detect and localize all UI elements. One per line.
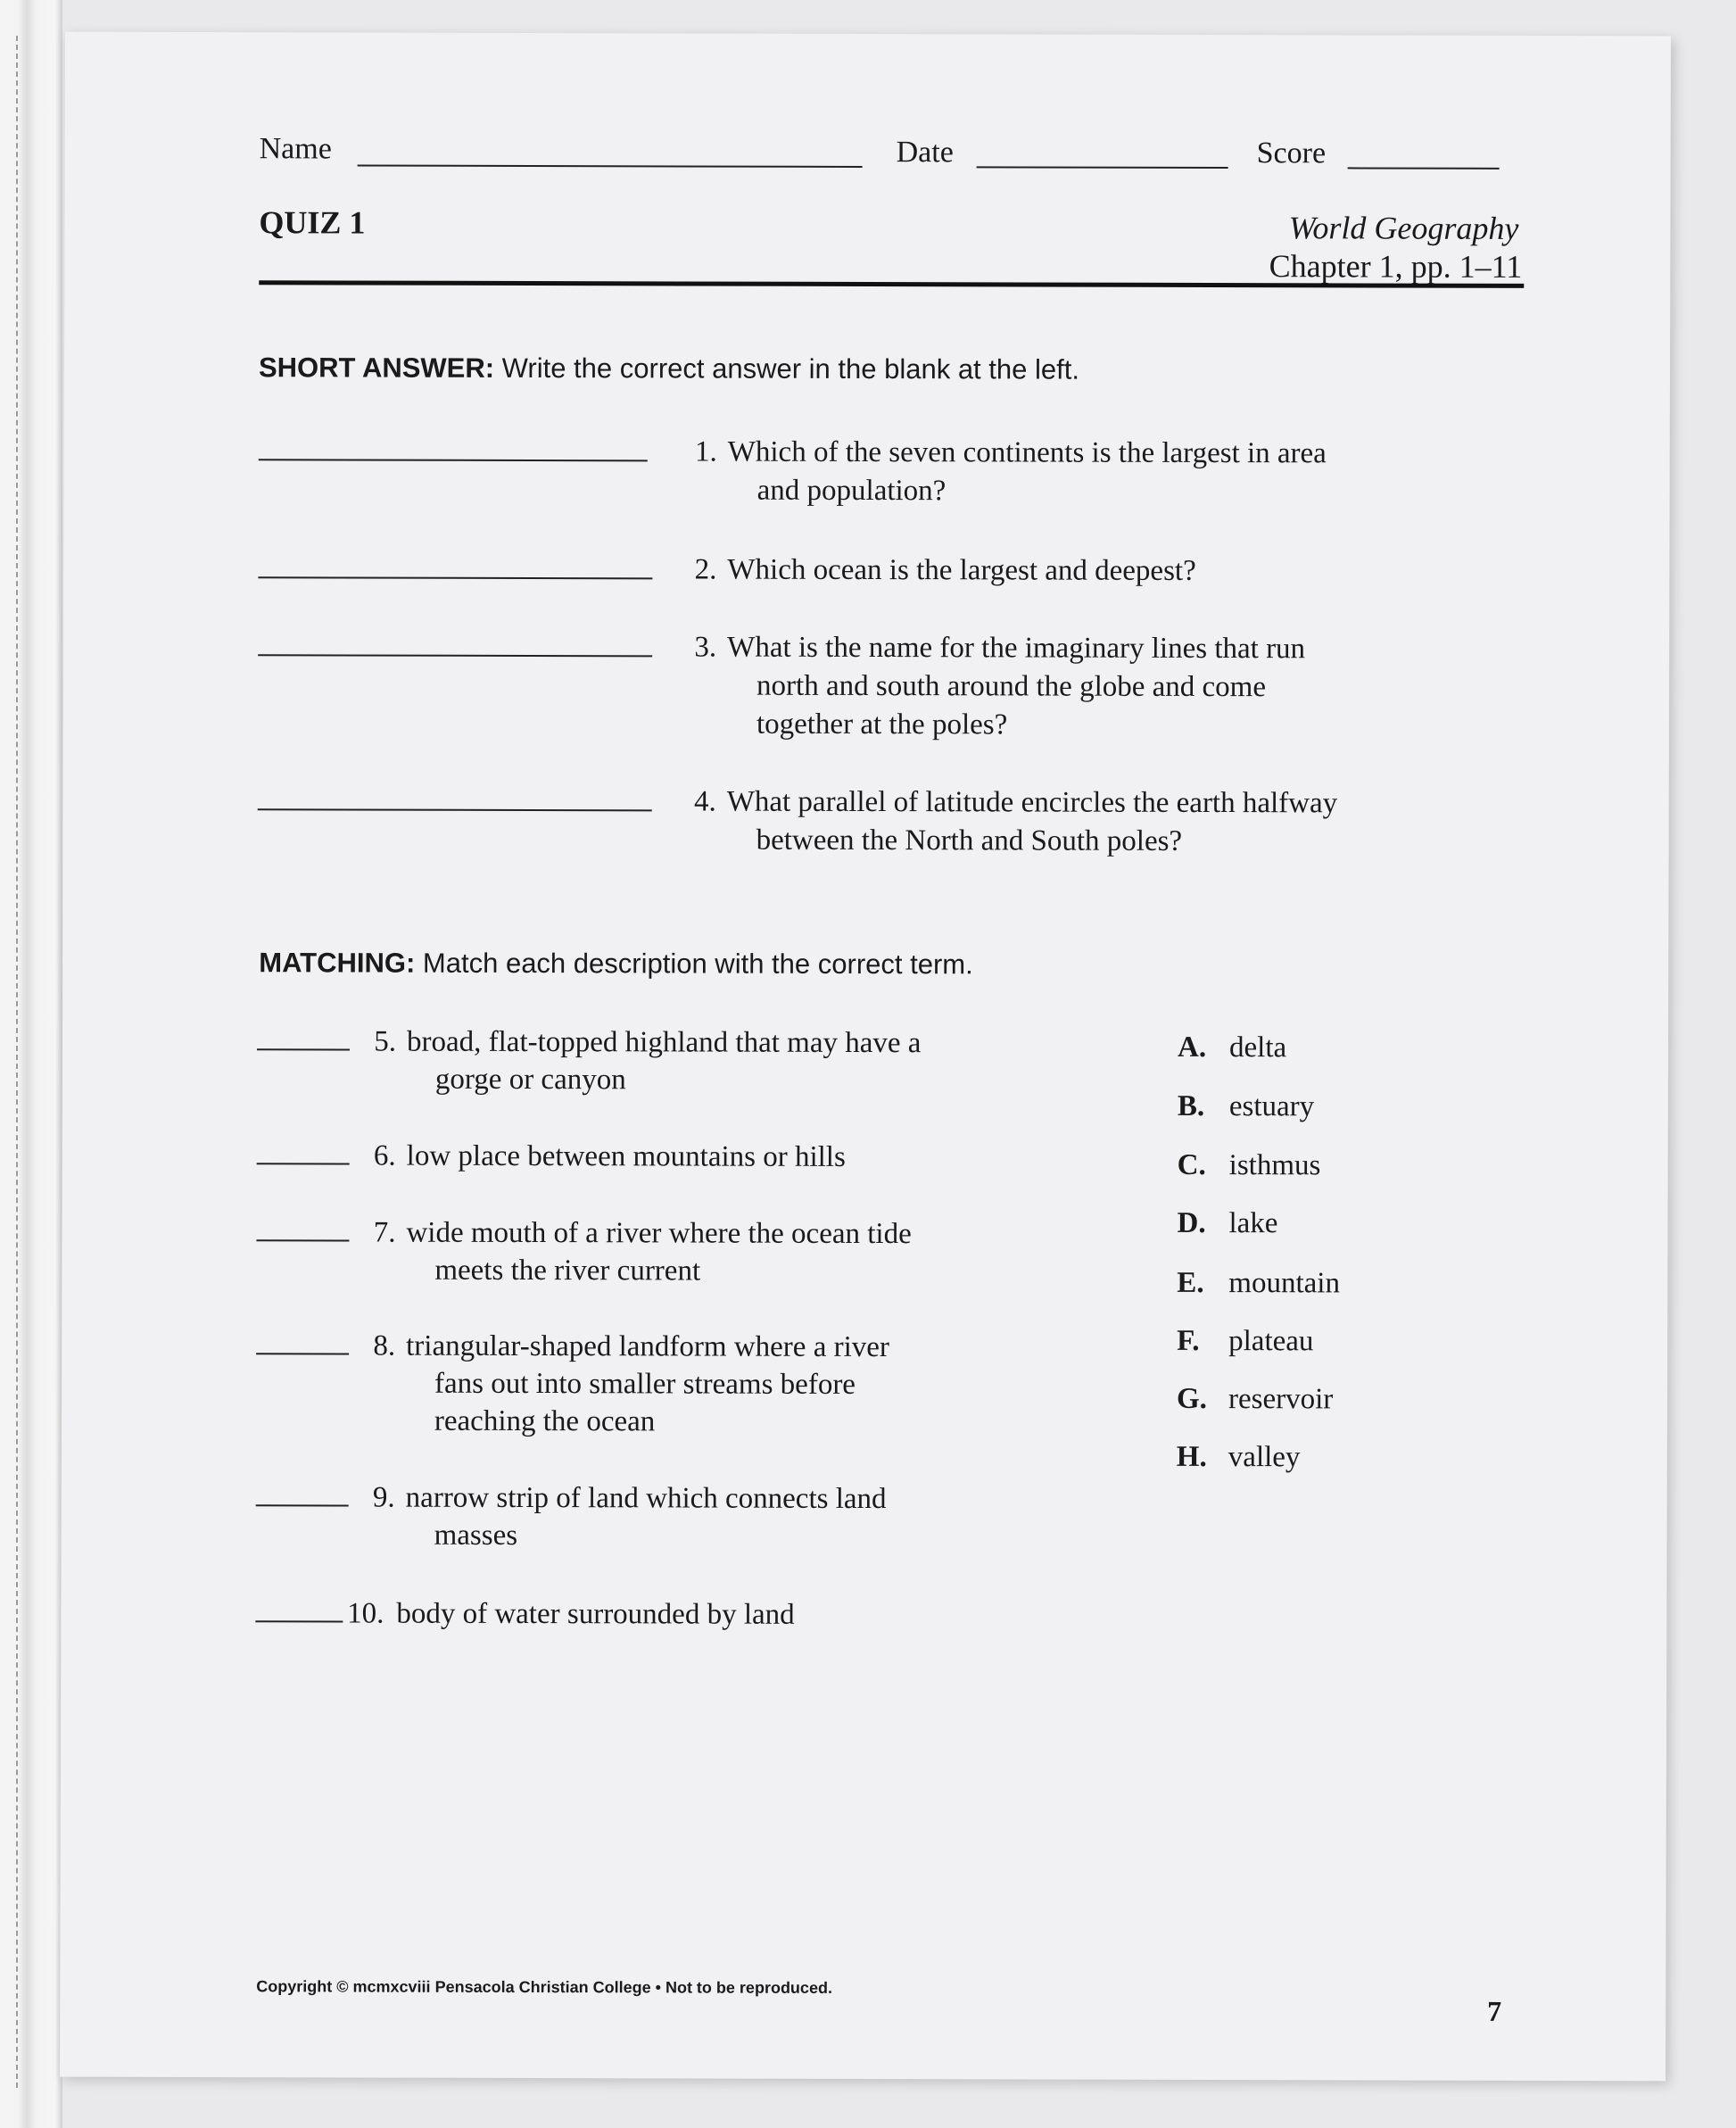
- score-label: Score: [1256, 137, 1327, 170]
- term-b: [1178, 1090, 1314, 1123]
- answer-blank-4[interactable]: [258, 808, 652, 811]
- match-blank-9[interactable]: [256, 1504, 349, 1506]
- term-letter: B.: [1177, 1089, 1205, 1122]
- term-text: mountain: [1228, 1267, 1341, 1300]
- score-field[interactable]: [1348, 167, 1500, 169]
- matching-heading-instructions: Match each description with the correct term.: [415, 947, 973, 981]
- term-letter: F.: [1177, 1324, 1200, 1357]
- item-number: 8.: [373, 1329, 396, 1362]
- question-2: [670, 551, 1195, 591]
- question-number: 3.: [694, 631, 717, 664]
- question-text: What parallel of latitude encircles the earth halfway: [726, 785, 1338, 820]
- item-text: broad, flat-topped highland that may have a: [406, 1025, 922, 1060]
- item-text-continued: meets the river current: [434, 1254, 701, 1288]
- matching-item-6: [355, 1138, 846, 1176]
- term-letter: E.: [1177, 1266, 1204, 1299]
- date-label: Date: [896, 136, 954, 170]
- short-answer-heading: [259, 352, 1079, 385]
- question-text-continued: together at the poles?: [756, 708, 1008, 741]
- item-text: narrow strip of land which connects land: [405, 1481, 887, 1516]
- short-answer-heading-label: SHORT ANSWER:: [258, 352, 495, 384]
- item-text-continued: masses: [434, 1519, 518, 1552]
- copyright-notice: Copyright © mcmxcviii Pensacola Christian College • Not to be reproduced.: [256, 1977, 832, 1997]
- item-text-continued: gorge or canyon: [434, 1063, 626, 1097]
- matching-item-9: [354, 1479, 887, 1556]
- item-text: wide mouth of a river where the ocean tide: [406, 1216, 912, 1251]
- answer-blank-1[interactable]: [259, 459, 648, 461]
- term-d: [1177, 1207, 1277, 1240]
- term-text: reservoir: [1228, 1383, 1334, 1416]
- item-number: 5.: [374, 1025, 397, 1058]
- match-blank-6[interactable]: [257, 1163, 350, 1164]
- item-number: 6.: [373, 1139, 396, 1172]
- term-g: [1177, 1383, 1333, 1416]
- question-text: Which of the seven continents is the largest in area: [727, 435, 1327, 470]
- item-text: triangular-shaped landform where a river: [406, 1329, 889, 1364]
- term-letter: G.: [1176, 1382, 1207, 1416]
- name-label: Name: [259, 132, 332, 166]
- matching-item-8: [354, 1328, 889, 1442]
- question-number: 2.: [694, 553, 717, 586]
- term-c: [1178, 1149, 1321, 1182]
- item-text-continued: fans out into smaller streams before: [434, 1367, 856, 1401]
- item-text-continued: reaching the ocean: [434, 1404, 656, 1438]
- matching-item-5: [355, 1023, 922, 1100]
- chapter-reference: Chapter 1, pp. 1–11: [1269, 248, 1523, 285]
- page-number: 7: [1487, 1994, 1502, 2027]
- term-text: estuary: [1228, 1090, 1315, 1123]
- short-answer-heading-instructions: Write the correct answer in the blank at the left.: [494, 352, 1080, 385]
- term-letter: C.: [1177, 1148, 1206, 1181]
- question-text-continued: between the North and South poles?: [756, 824, 1183, 857]
- question-text: Which ocean is the largest and deepest?: [727, 553, 1196, 587]
- term-text: delta: [1228, 1031, 1287, 1064]
- term-letter: H.: [1176, 1440, 1207, 1474]
- term-letter: A.: [1177, 1031, 1207, 1064]
- term-text: plateau: [1228, 1325, 1314, 1358]
- item-number: 9.: [372, 1481, 395, 1514]
- quiz-page: [60, 32, 1671, 2082]
- term-f: [1177, 1325, 1313, 1358]
- question-number: 4.: [693, 785, 716, 818]
- match-blank-7[interactable]: [256, 1239, 349, 1241]
- matching-heading: [259, 947, 973, 981]
- question-4: [670, 782, 1338, 861]
- item-text: body of water surrounded by land: [396, 1597, 795, 1631]
- course-title: World Geography: [1288, 210, 1519, 246]
- question-3: [670, 628, 1305, 745]
- item-number: 7.: [373, 1216, 396, 1249]
- question-number: 1.: [694, 435, 717, 468]
- item-number: 10.: [347, 1597, 384, 1630]
- question-text-continued: north and south around the globe and come: [756, 669, 1267, 704]
- quiz-title: QUIZ 1: [259, 204, 366, 241]
- term-text: valley: [1228, 1441, 1301, 1474]
- question-text-continued: and population?: [756, 474, 947, 508]
- name-field[interactable]: [358, 165, 863, 168]
- term-e: [1177, 1267, 1340, 1300]
- term-a: [1178, 1031, 1286, 1064]
- term-text: lake: [1228, 1207, 1278, 1240]
- answer-blank-3[interactable]: [258, 654, 652, 657]
- term-text: isthmus: [1228, 1149, 1321, 1182]
- matching-item-7: [354, 1214, 911, 1291]
- match-blank-5[interactable]: [257, 1048, 350, 1050]
- date-field[interactable]: [977, 166, 1228, 169]
- question-text: What is the name for the imaginary lines that run: [727, 631, 1306, 666]
- answer-blank-2[interactable]: [258, 576, 652, 579]
- matching-heading-label: MATCHING:: [259, 947, 416, 979]
- match-blank-8[interactable]: [256, 1353, 349, 1354]
- question-1: [671, 433, 1327, 511]
- item-text: low place between mountains or hills: [406, 1139, 846, 1173]
- term-h: [1177, 1441, 1301, 1474]
- binder-edge: [0, 0, 62, 2128]
- term-letter: D.: [1177, 1206, 1206, 1239]
- matching-item-10: [343, 1594, 794, 1633]
- binder-perforation: [16, 36, 18, 2088]
- match-blank-10[interactable]: [255, 1620, 343, 1622]
